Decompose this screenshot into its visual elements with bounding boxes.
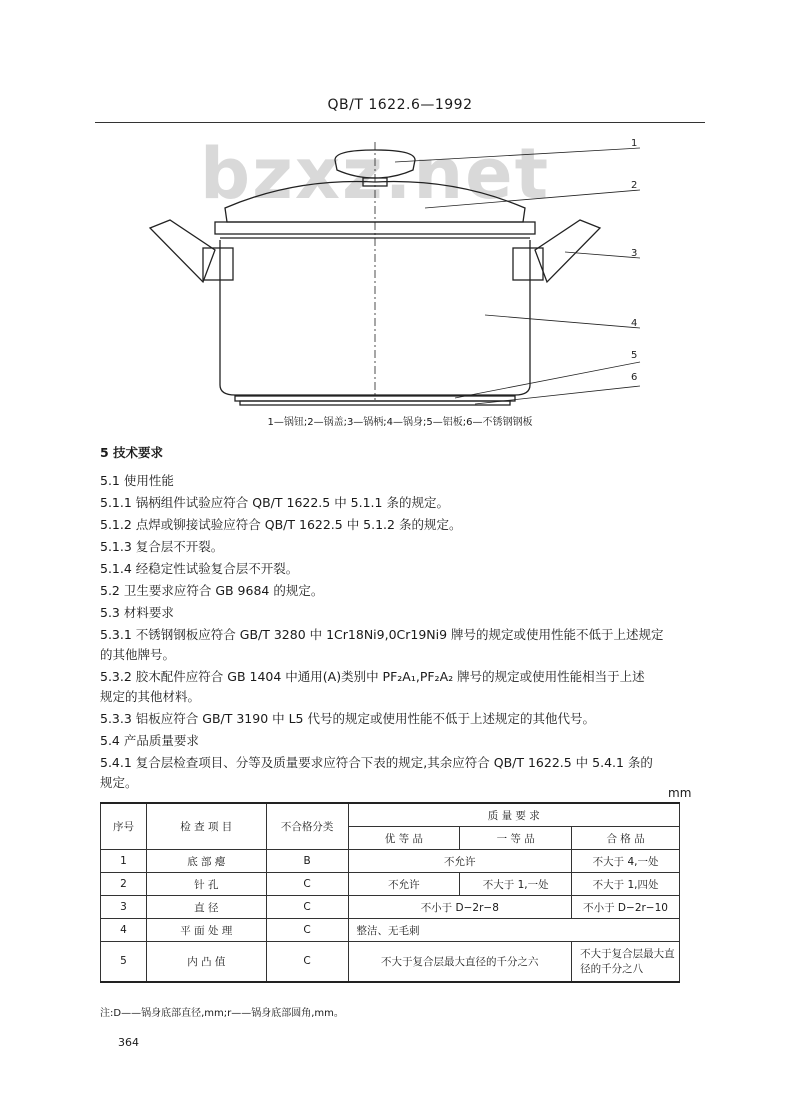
page-number: 364 — [118, 1036, 139, 1049]
body-line: 规定的其他材料。 — [100, 689, 201, 704]
callout-6: 6 — [631, 372, 638, 383]
body-line: 5.1 使用性能 — [100, 473, 174, 488]
left-handle-bracket — [203, 248, 233, 280]
body-line: 规定。 — [100, 775, 138, 790]
body-line: 5.1.4 经稳定性试验复合层不开裂。 — [100, 561, 299, 576]
body-line: 5.1.1 锅柄组件试验应符合 QB/T 1622.5 中 5.1.1 条的规定。 — [100, 495, 449, 510]
table-note: 注:D——锅身底部直径,mm;r——锅身底部圆角,mm。 — [100, 1008, 344, 1019]
table-row — [101, 942, 680, 982]
section-heading: 5 技术要求 — [100, 445, 164, 460]
document-header: QB/T 1622.6—1992 — [327, 97, 473, 113]
header-no: 序号 — [101, 803, 147, 850]
cell-item: 底 部 瘪 — [146, 850, 266, 873]
cell-g3: 不大于复合层最大直径的千分之八 — [572, 942, 680, 982]
header-quality: 质 量 要 求 — [348, 803, 680, 827]
header-grade1: 优 等 品 — [348, 827, 460, 850]
cell-g1: 不允许 — [348, 873, 460, 896]
body-line: 5.3.1 不锈钢钢板应符合 GB/T 3280 中 1Cr18Ni9,0Cr19Ni9 牌号的规定或使用性能不低于上述规定 — [100, 627, 664, 642]
cell-item: 直 径 — [146, 896, 266, 919]
table-row — [101, 873, 680, 896]
right-handle-bracket — [513, 248, 543, 280]
body-line: 5.3.3 铝板应符合 GB/T 3190 中 L5 代号的规定或使用性能不低于上述规定的其他代号。 — [100, 711, 595, 726]
table-header-row — [101, 803, 680, 827]
quality-table — [100, 802, 680, 983]
cell-g12: 不大于复合层最大直径的千分之六 — [348, 942, 572, 982]
cell-g3: 不大于 1,四处 — [572, 873, 680, 896]
cell-g3: 不小于 D−2r−10 — [572, 896, 680, 919]
body-line: 5.4.1 复合层检查项目、分等及质量要求应符合下表的规定,其余应符合 QB/T 1622.5 中 5.4.1 条的 — [100, 755, 653, 770]
header-grade3: 合 格 品 — [572, 827, 680, 850]
cell-no: 2 — [101, 873, 147, 896]
header-grade2: 一 等 品 — [460, 827, 572, 850]
header-item: 检 查 项 目 — [146, 803, 266, 850]
cell-g2: 不大于 1,一处 — [460, 873, 572, 896]
callout-2: 2 — [631, 180, 638, 191]
cell-item: 平 面 处 理 — [146, 919, 266, 942]
left-handle — [150, 220, 215, 282]
watermark-text: bzxz.net — [200, 133, 551, 215]
unit-label: mm — [668, 786, 692, 800]
cell-item: 针 孔 — [146, 873, 266, 896]
table-row — [101, 850, 680, 873]
figure-caption: 1—锅钮;2—锅盖;3—锅柄;4—锅身;5—铝板;6—不锈钢钢板 — [267, 417, 533, 428]
callout-5: 5 — [631, 350, 638, 361]
table-row — [101, 919, 680, 942]
cell-g123: 整洁、无毛刺 — [348, 919, 680, 942]
cell-class: C — [266, 873, 348, 896]
cell-no: 4 — [101, 919, 147, 942]
table-row — [101, 896, 680, 919]
base-plate-steel — [240, 401, 510, 405]
body-line: 5.3.2 胶木配件应符合 GB 1404 中通用(A)类别中 PF₂A₁,PF₂A₂ 牌号的规定或使用性能相当于上述 — [100, 669, 645, 684]
body-line: 5.1.3 复合层不开裂。 — [100, 539, 224, 554]
body-line: 5.4 产品质量要求 — [100, 733, 199, 748]
header-rule — [95, 122, 705, 123]
header-class: 不合格分类 — [266, 803, 348, 850]
callout-3: 3 — [631, 248, 638, 259]
cell-class: C — [266, 896, 348, 919]
cell-no: 5 — [101, 942, 147, 982]
cell-g12: 不小于 D−2r−8 — [348, 896, 572, 919]
pot-diagram — [95, 130, 705, 415]
body-line: 5.2 卫生要求应符合 GB 9684 的规定。 — [100, 583, 324, 598]
cell-g12: 不允许 — [348, 850, 572, 873]
body-line: 5.3 材料要求 — [100, 605, 174, 620]
cell-class: C — [266, 919, 348, 942]
body-line: 5.1.2 点焊或铆接试验应符合 QB/T 1622.5 中 5.1.2 条的规定。 — [100, 517, 462, 532]
cell-no: 1 — [101, 850, 147, 873]
cell-item: 内 凸 值 — [146, 942, 266, 982]
cell-g3: 不大于 4,一处 — [572, 850, 680, 873]
cell-class: B — [266, 850, 348, 873]
cell-no: 3 — [101, 896, 147, 919]
callout-1: 1 — [631, 138, 638, 149]
callout-4: 4 — [631, 318, 638, 329]
body-line: 的其他牌号。 — [100, 647, 176, 662]
cell-class: C — [266, 942, 348, 982]
right-handle — [535, 220, 600, 282]
